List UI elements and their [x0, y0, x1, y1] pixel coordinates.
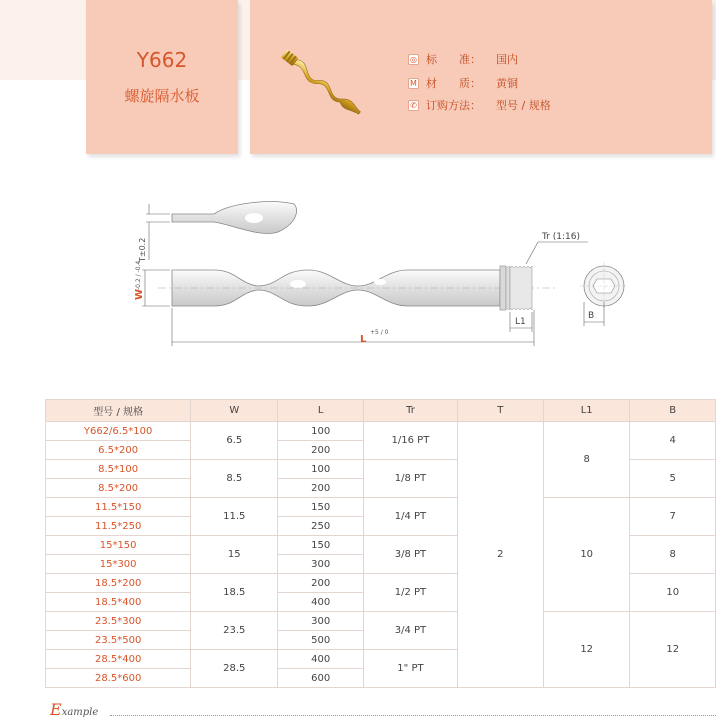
l-cell: 500 — [278, 631, 364, 650]
w-cell: 11.5 — [191, 498, 278, 536]
model-cell: 23.5*300 — [46, 612, 191, 631]
l-cell: 250 — [278, 517, 364, 536]
spec-label: 订购方法： — [426, 99, 481, 112]
b-cell: 5 — [630, 460, 716, 498]
w-cell: 18.5 — [191, 574, 278, 612]
spec-material — [408, 75, 518, 91]
technical-drawing — [118, 190, 638, 360]
spec-order-method — [408, 97, 551, 113]
side-view — [172, 202, 297, 234]
material-icon: M — [408, 78, 419, 89]
b-cell: 7 — [630, 498, 716, 536]
l1-cell: 12 — [543, 612, 630, 688]
model-cell: 8.5*100 — [46, 460, 191, 479]
w-label: W — [134, 288, 145, 300]
l-cell: 400 — [278, 593, 364, 612]
l-cell: 600 — [278, 669, 364, 688]
tr-cell: 1" PT — [364, 650, 458, 688]
spec-value: 国内 — [496, 53, 518, 66]
col-header-t: T — [457, 400, 543, 422]
model-code: Y662 — [136, 48, 188, 72]
l-cell: 150 — [278, 498, 364, 517]
model-cell: 15*300 — [46, 555, 191, 574]
b-cell: 8 — [630, 536, 716, 574]
spec-value: 型号 / 规格 — [496, 99, 551, 112]
example-initial: E — [50, 700, 62, 719]
b-cell: 10 — [630, 574, 716, 612]
w-cell: 6.5 — [191, 422, 278, 460]
t-dimension — [146, 204, 170, 260]
col-header-b: B — [630, 400, 716, 422]
t-cell: 2 — [457, 422, 543, 688]
l-cell: 300 — [278, 555, 364, 574]
model-cell: 11.5*150 — [46, 498, 191, 517]
l-cell: 100 — [278, 460, 364, 479]
w-cell: 15 — [191, 536, 278, 574]
l-cell: 200 — [278, 479, 364, 498]
example-heading — [50, 700, 716, 719]
l-cell: 200 — [278, 441, 364, 460]
model-cell: 28.5*400 — [46, 650, 191, 669]
model-cell: 18.5*200 — [46, 574, 191, 593]
example-rest: xample — [61, 707, 99, 718]
spec-table — [45, 399, 716, 688]
tr-cell: 3/8 PT — [364, 536, 458, 574]
l-cell: 400 — [278, 650, 364, 669]
table-row — [46, 422, 716, 441]
table-row — [46, 498, 716, 517]
model-cell: Y662/6.5*100 — [46, 422, 191, 441]
tr-cell: 1/4 PT — [364, 498, 458, 536]
l-cell: 300 — [278, 612, 364, 631]
b-label: B — [588, 311, 595, 321]
w-cell: 28.5 — [191, 650, 278, 688]
l-dimension — [172, 308, 534, 346]
model-cell: 23.5*500 — [46, 631, 191, 650]
table-row — [46, 612, 716, 631]
col-header-l: L — [278, 400, 364, 422]
l1-cell: 8 — [543, 422, 630, 498]
thread-end — [500, 266, 532, 310]
model-cell: 6.5*200 — [46, 441, 191, 460]
l-cell: 200 — [278, 574, 364, 593]
model-cell: 11.5*250 — [46, 517, 191, 536]
b-cell: 4 — [630, 422, 716, 460]
t-label: T±0.2 — [138, 237, 147, 262]
l-tolerance: +5 / 0 — [370, 329, 389, 336]
tr-cell: 3/4 PT — [364, 612, 458, 650]
w-cell: 23.5 — [191, 612, 278, 650]
l1-label: L1 — [515, 317, 526, 327]
front-view — [158, 270, 558, 306]
col-header-tr: Tr — [364, 400, 458, 422]
thread-label: Tr (1:16) — [542, 232, 580, 242]
model-cell: 15*150 — [46, 536, 191, 555]
l-cell: 150 — [278, 536, 364, 555]
model-cell: 8.5*200 — [46, 479, 191, 498]
model-cell: 28.5*600 — [46, 669, 191, 688]
tr-cell: 1/2 PT — [364, 574, 458, 612]
w-cell: 8.5 — [191, 460, 278, 498]
product-photo — [272, 38, 372, 128]
w-tolerance: -0.2 / -0.4 — [135, 260, 142, 290]
tr-cell: 1/16 PT — [364, 422, 458, 460]
col-header-w: W — [191, 400, 278, 422]
product-name: 螺旋隔水板 — [124, 87, 200, 105]
spec-card — [250, 0, 712, 154]
b-cell: 12 — [630, 612, 716, 688]
standard-icon: ◎ — [408, 54, 419, 65]
l1-cell: 10 — [543, 498, 630, 612]
col-header-l1: L1 — [543, 400, 630, 422]
model-cell: 18.5*400 — [46, 593, 191, 612]
col-header-model: 型号 / 规格 — [46, 400, 191, 422]
l-cell: 100 — [278, 422, 364, 441]
spec-label: 标 准： — [426, 53, 481, 66]
l-label: L — [360, 334, 367, 345]
spec-value: 黄铜 — [496, 77, 518, 90]
spec-label: 材 质： — [426, 77, 481, 90]
tr-cell: 1/8 PT — [364, 460, 458, 498]
order-icon: ✆ — [408, 100, 419, 111]
spec-standard — [408, 51, 518, 67]
model-card — [86, 0, 238, 154]
